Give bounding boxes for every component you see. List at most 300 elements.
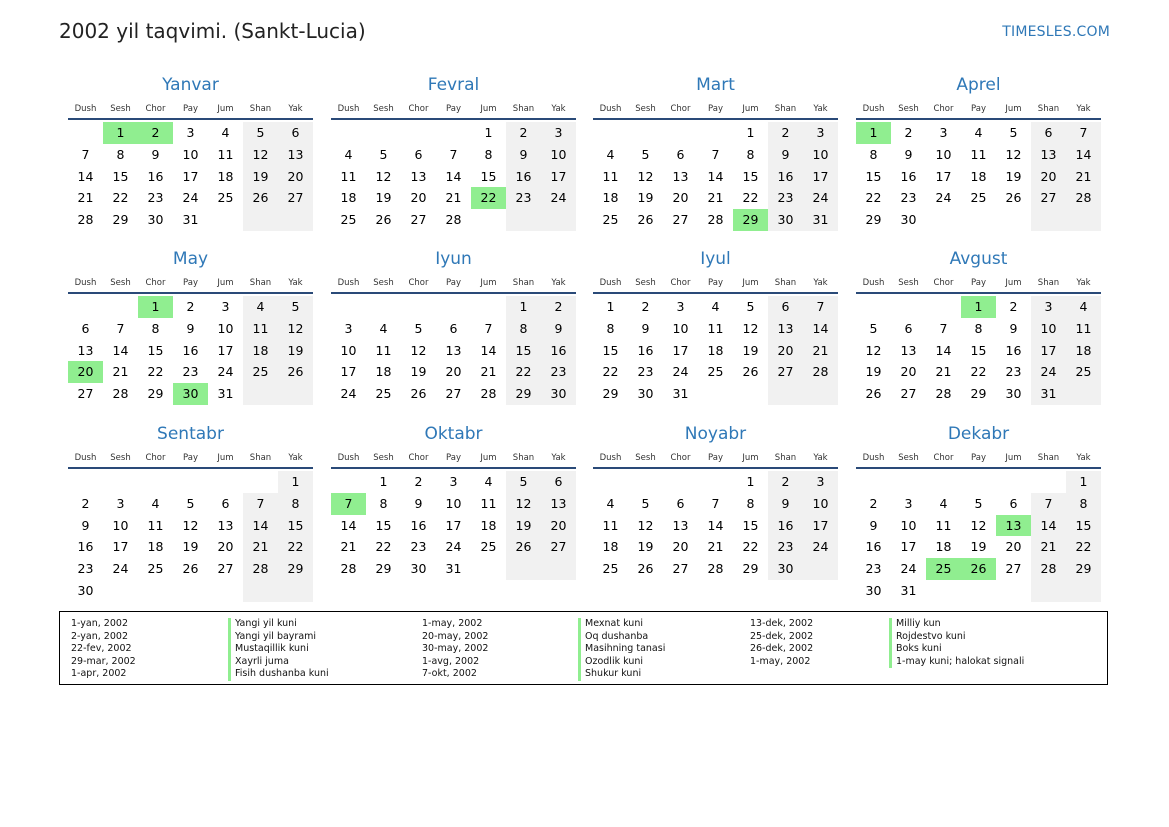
day-cell[interactable]: 1 (1066, 471, 1101, 493)
day-cell[interactable]: 15 (970, 342, 987, 358)
day-cell[interactable]: 28 (803, 361, 838, 383)
day-cell[interactable]: 2 (768, 471, 803, 493)
day-cell[interactable]: 9 (151, 146, 160, 162)
day-cell[interactable]: 26 (410, 386, 427, 402)
day-cell[interactable]: 5 (974, 495, 983, 511)
day-cell[interactable]: 16 (410, 517, 427, 533)
day-cell[interactable]: 28 (935, 386, 952, 402)
day-cell[interactable]: 17 (1031, 340, 1066, 362)
day-cell[interactable]: 2 (186, 299, 195, 314)
day-cell[interactable]: 23 (506, 187, 541, 209)
day-cell[interactable]: 2 (869, 495, 878, 511)
day-cell[interactable]: 12 (970, 517, 987, 533)
day-cell[interactable]: 13 (672, 517, 689, 533)
day-cell[interactable]: 8 (379, 495, 388, 511)
day-cell[interactable]: 30 (637, 386, 654, 402)
day-cell[interactable]: 29 (112, 212, 129, 228)
day-cell[interactable]: 16 (768, 166, 803, 188)
day-cell[interactable]: 22 (278, 536, 313, 558)
day-cell[interactable]: 28 (445, 212, 462, 228)
day-cell[interactable]: 24 (803, 536, 838, 558)
day-cell[interactable]: 7 (711, 495, 720, 511)
day-cell[interactable]: 6 (221, 495, 230, 511)
day-cell[interactable]: 1 (506, 296, 541, 318)
day-cell[interactable]: 8 (746, 495, 755, 511)
day-cell[interactable]: 9 (186, 320, 195, 336)
day-cell[interactable]: 19 (375, 190, 392, 206)
day-cell[interactable]: 11 (480, 495, 497, 511)
day-cell[interactable]: 18 (1066, 340, 1101, 362)
day-cell[interactable]: 31 (182, 212, 199, 228)
day-cell[interactable]: 28 (243, 558, 278, 580)
day-cell[interactable]: 23 (637, 364, 654, 380)
brand-link[interactable]: TIMESLES.COM (1002, 24, 1110, 40)
day-cell[interactable]: 22 (1066, 536, 1101, 558)
day-cell[interactable]: 5 (186, 495, 195, 511)
day-cell[interactable]: 21 (243, 536, 278, 558)
day-cell[interactable]: 7 (939, 320, 948, 336)
day-cell[interactable]: 15 (602, 342, 619, 358)
day-cell[interactable]: 6 (1009, 495, 1018, 511)
day-cell[interactable]: 31 (803, 209, 838, 231)
day-cell[interactable]: 2 (768, 122, 803, 144)
day-cell[interactable]: 19 (278, 340, 313, 362)
day-cell[interactable]: 8 (506, 318, 541, 340)
day-cell[interactable]: 22 (375, 539, 392, 555)
day-cell[interactable]: 30 (1005, 386, 1022, 402)
day-cell[interactable]: 7 (484, 320, 493, 336)
day-cell[interactable]: 17 (340, 364, 357, 380)
day-cell[interactable]: 23 (900, 190, 917, 206)
day-cell[interactable]: 10 (182, 146, 199, 162)
day-cell[interactable]: 20 (900, 364, 917, 380)
day-cell[interactable]: 20 (768, 340, 803, 362)
day-cell[interactable]: 24 (672, 364, 689, 380)
day-cell[interactable]: 26 (375, 212, 392, 228)
day-cell[interactable]: 11 (217, 146, 234, 162)
day-cell[interactable]: 15 (112, 168, 129, 184)
day-cell[interactable]: 8 (1066, 493, 1101, 515)
day-cell[interactable]: 15 (742, 517, 759, 533)
day-cell[interactable]: 4 (379, 320, 388, 336)
day-cell[interactable]: 31 (672, 386, 689, 402)
day-cell[interactable]: 21 (340, 539, 357, 555)
day-cell[interactable]: 1 (138, 296, 173, 318)
day-cell[interactable]: 3 (186, 125, 195, 140)
day-cell[interactable]: 26 (742, 364, 759, 380)
day-cell[interactable]: 6 (768, 296, 803, 318)
day-cell[interactable]: 21 (1066, 166, 1101, 188)
day-cell[interactable]: 10 (340, 342, 357, 358)
day-cell[interactable]: 12 (637, 168, 654, 184)
day-cell[interactable]: 26 (278, 361, 313, 383)
day-cell[interactable]: 23 (541, 361, 576, 383)
day-cell[interactable]: 22 (602, 364, 619, 380)
day-cell[interactable]: 11 (970, 146, 987, 162)
day-cell[interactable]: 23 (77, 561, 94, 577)
day-cell[interactable]: 15 (375, 517, 392, 533)
day-cell[interactable]: 29 (278, 558, 313, 580)
day-cell[interactable]: 13 (672, 168, 689, 184)
day-cell[interactable]: 24 (541, 187, 576, 209)
day-cell[interactable]: 16 (768, 515, 803, 537)
day-cell[interactable]: 11 (602, 517, 619, 533)
day-cell[interactable]: 14 (1066, 144, 1101, 166)
day-cell[interactable]: 10 (935, 146, 952, 162)
day-cell[interactable]: 28 (340, 561, 357, 577)
day-cell[interactable]: 24 (340, 386, 357, 402)
day-cell[interactable]: 8 (278, 493, 313, 515)
day-cell[interactable]: 7 (711, 146, 720, 162)
day-cell[interactable]: 26 (1005, 190, 1022, 206)
day-cell[interactable]: 13 (1031, 144, 1066, 166)
day-cell[interactable]: 24 (900, 561, 917, 577)
day-cell[interactable]: 24 (182, 190, 199, 206)
day-cell[interactable]: 27 (768, 361, 803, 383)
day-cell[interactable]: 5 (1009, 125, 1018, 140)
day-cell[interactable]: 3 (1031, 296, 1066, 318)
day-cell[interactable]: 5 (278, 296, 313, 318)
day-cell[interactable]: 22 (147, 364, 164, 380)
day-cell[interactable]: 10 (445, 495, 462, 511)
day-cell[interactable]: 28 (112, 386, 129, 402)
day-cell[interactable]: 22 (742, 190, 759, 206)
day-cell[interactable]: 24 (935, 190, 952, 206)
day-cell[interactable]: 31 (217, 386, 234, 402)
day-cell[interactable]: 13 (996, 515, 1031, 537)
day-cell[interactable]: 10 (803, 493, 838, 515)
day-cell[interactable]: 27 (541, 536, 576, 558)
day-cell[interactable]: 4 (221, 125, 230, 140)
day-cell[interactable]: 2 (541, 296, 576, 318)
day-cell[interactable]: 21 (935, 364, 952, 380)
day-cell[interactable]: 5 (746, 299, 755, 314)
day-cell[interactable]: 28 (707, 561, 724, 577)
day-cell[interactable]: 14 (707, 168, 724, 184)
day-cell[interactable]: 12 (243, 144, 278, 166)
day-cell[interactable]: 6 (81, 320, 90, 336)
day-cell[interactable]: 20 (68, 361, 103, 383)
day-cell[interactable]: 27 (900, 386, 917, 402)
day-cell[interactable]: 1 (606, 299, 615, 314)
day-cell[interactable]: 12 (865, 342, 882, 358)
day-cell[interactable]: 17 (803, 515, 838, 537)
day-cell[interactable]: 1 (484, 125, 493, 140)
day-cell[interactable]: 7 (331, 493, 366, 515)
day-cell[interactable]: 20 (410, 190, 427, 206)
day-cell[interactable]: 6 (449, 320, 458, 336)
day-cell[interactable]: 1 (103, 122, 138, 144)
day-cell[interactable]: 14 (112, 342, 129, 358)
day-cell[interactable]: 10 (217, 320, 234, 336)
day-cell[interactable]: 29 (733, 209, 768, 231)
day-cell[interactable]: 18 (970, 168, 987, 184)
day-cell[interactable]: 5 (869, 320, 878, 336)
day-cell[interactable]: 21 (1031, 536, 1066, 558)
day-cell[interactable]: 30 (865, 582, 882, 598)
day-cell[interactable]: 7 (1066, 122, 1101, 144)
day-cell[interactable]: 30 (900, 212, 917, 228)
day-cell[interactable]: 27 (278, 187, 313, 209)
day-cell[interactable]: 16 (506, 166, 541, 188)
day-cell[interactable]: 14 (707, 517, 724, 533)
day-cell[interactable]: 5 (641, 495, 650, 511)
day-cell[interactable]: 12 (278, 318, 313, 340)
day-cell[interactable]: 5 (243, 122, 278, 144)
day-cell[interactable]: 22 (506, 361, 541, 383)
day-cell[interactable]: 19 (243, 166, 278, 188)
day-cell[interactable]: 10 (672, 320, 689, 336)
day-cell[interactable]: 17 (803, 166, 838, 188)
day-cell[interactable]: 11 (602, 168, 619, 184)
day-cell[interactable]: 4 (243, 296, 278, 318)
day-cell[interactable]: 9 (869, 517, 878, 533)
day-cell[interactable]: 7 (243, 493, 278, 515)
day-cell[interactable]: 11 (375, 342, 392, 358)
day-cell[interactable]: 5 (379, 146, 388, 162)
day-cell[interactable]: 9 (506, 144, 541, 166)
day-cell[interactable]: 31 (1031, 383, 1066, 405)
day-cell[interactable]: 1 (379, 474, 388, 489)
day-cell[interactable]: 27 (672, 212, 689, 228)
day-cell[interactable]: 8 (606, 320, 615, 336)
day-cell[interactable]: 22 (865, 190, 882, 206)
day-cell[interactable]: 27 (1005, 561, 1022, 577)
day-cell[interactable]: 20 (672, 539, 689, 555)
day-cell[interactable]: 25 (707, 364, 724, 380)
day-cell[interactable]: 9 (641, 320, 650, 336)
day-cell[interactable]: 11 (340, 168, 357, 184)
day-cell[interactable]: 1 (961, 296, 996, 318)
day-cell[interactable]: 22 (970, 364, 987, 380)
day-cell[interactable]: 19 (182, 539, 199, 555)
day-cell[interactable]: 31 (900, 582, 917, 598)
day-cell[interactable]: 29 (970, 386, 987, 402)
day-cell[interactable]: 6 (278, 122, 313, 144)
day-cell[interactable]: 16 (182, 342, 199, 358)
day-cell[interactable]: 22 (742, 539, 759, 555)
day-cell[interactable]: 17 (182, 168, 199, 184)
day-cell[interactable]: 1 (856, 122, 891, 144)
day-cell[interactable]: 16 (637, 342, 654, 358)
day-cell[interactable]: 29 (506, 383, 541, 405)
day-cell[interactable]: 18 (707, 342, 724, 358)
day-cell[interactable]: 1 (746, 474, 755, 489)
day-cell[interactable]: 2 (506, 122, 541, 144)
day-cell[interactable]: 30 (410, 561, 427, 577)
day-cell[interactable]: 27 (1031, 187, 1066, 209)
day-cell[interactable]: 20 (541, 515, 576, 537)
day-cell[interactable]: 15 (480, 168, 497, 184)
day-cell[interactable]: 10 (1031, 318, 1066, 340)
day-cell[interactable]: 5 (641, 146, 650, 162)
day-cell[interactable]: 11 (935, 517, 952, 533)
day-cell[interactable]: 15 (147, 342, 164, 358)
day-cell[interactable]: 19 (1005, 168, 1022, 184)
day-cell[interactable]: 4 (606, 495, 615, 511)
day-cell[interactable]: 9 (414, 495, 423, 511)
day-cell[interactable]: 4 (484, 474, 493, 489)
day-cell[interactable]: 4 (344, 146, 353, 162)
day-cell[interactable]: 25 (217, 190, 234, 206)
day-cell[interactable]: 13 (410, 168, 427, 184)
day-cell[interactable]: 23 (410, 539, 427, 555)
day-cell[interactable]: 13 (768, 318, 803, 340)
day-cell[interactable]: 17 (541, 166, 576, 188)
day-cell[interactable]: 7 (1031, 493, 1066, 515)
day-cell[interactable]: 24 (445, 539, 462, 555)
day-cell[interactable]: 19 (970, 539, 987, 555)
day-cell[interactable]: 1 (746, 125, 755, 140)
day-cell[interactable]: 24 (1031, 361, 1066, 383)
day-cell[interactable]: 24 (803, 187, 838, 209)
day-cell[interactable]: 2 (641, 299, 650, 314)
day-cell[interactable]: 12 (742, 320, 759, 336)
day-cell[interactable]: 18 (480, 517, 497, 533)
day-cell[interactable]: 6 (414, 146, 423, 162)
day-cell[interactable]: 30 (541, 383, 576, 405)
day-cell[interactable]: 15 (506, 340, 541, 362)
day-cell[interactable]: 30 (768, 558, 803, 580)
day-cell[interactable]: 3 (803, 471, 838, 493)
day-cell[interactable]: 22 (112, 190, 129, 206)
day-cell[interactable]: 29 (865, 212, 882, 228)
day-cell[interactable]: 16 (541, 340, 576, 362)
day-cell[interactable]: 3 (344, 320, 353, 336)
day-cell[interactable]: 13 (217, 517, 234, 533)
day-cell[interactable]: 19 (865, 364, 882, 380)
day-cell[interactable]: 11 (707, 320, 724, 336)
day-cell[interactable]: 7 (803, 296, 838, 318)
day-cell[interactable]: 28 (1031, 558, 1066, 580)
day-cell[interactable]: 11 (147, 517, 164, 533)
day-cell[interactable]: 11 (1066, 318, 1101, 340)
day-cell[interactable]: 19 (637, 539, 654, 555)
day-cell[interactable]: 5 (506, 471, 541, 493)
day-cell[interactable]: 6 (676, 146, 685, 162)
day-cell[interactable]: 28 (1066, 187, 1101, 209)
day-cell[interactable]: 16 (77, 539, 94, 555)
day-cell[interactable]: 14 (77, 168, 94, 184)
day-cell[interactable]: 7 (81, 146, 90, 162)
day-cell[interactable]: 9 (1009, 320, 1018, 336)
day-cell[interactable]: 30 (147, 212, 164, 228)
day-cell[interactable]: 17 (672, 342, 689, 358)
day-cell[interactable]: 20 (445, 364, 462, 380)
day-cell[interactable]: 12 (1005, 146, 1022, 162)
day-cell[interactable]: 16 (147, 168, 164, 184)
day-cell[interactable]: 11 (243, 318, 278, 340)
day-cell[interactable]: 3 (904, 495, 913, 511)
day-cell[interactable]: 23 (182, 364, 199, 380)
day-cell[interactable]: 9 (904, 146, 913, 162)
day-cell[interactable]: 2 (904, 125, 913, 140)
day-cell[interactable]: 29 (147, 386, 164, 402)
day-cell[interactable]: 30 (173, 383, 208, 405)
day-cell[interactable]: 4 (151, 495, 160, 511)
day-cell[interactable]: 12 (182, 517, 199, 533)
day-cell[interactable]: 29 (1066, 558, 1101, 580)
day-cell[interactable]: 14 (803, 318, 838, 340)
day-cell[interactable]: 25 (1066, 361, 1101, 383)
day-cell[interactable]: 9 (768, 493, 803, 515)
day-cell[interactable]: 3 (541, 122, 576, 144)
day-cell[interactable]: 21 (480, 364, 497, 380)
day-cell[interactable]: 4 (974, 125, 983, 140)
day-cell[interactable]: 18 (243, 340, 278, 362)
day-cell[interactable]: 10 (803, 144, 838, 166)
day-cell[interactable]: 27 (410, 212, 427, 228)
day-cell[interactable]: 27 (672, 561, 689, 577)
day-cell[interactable]: 3 (676, 299, 685, 314)
day-cell[interactable]: 20 (1005, 539, 1022, 555)
day-cell[interactable]: 14 (935, 342, 952, 358)
day-cell[interactable]: 3 (449, 474, 458, 489)
day-cell[interactable]: 3 (116, 495, 125, 511)
day-cell[interactable]: 2 (1009, 299, 1018, 314)
day-cell[interactable]: 24 (112, 561, 129, 577)
day-cell[interactable]: 14 (445, 168, 462, 184)
day-cell[interactable]: 25 (375, 386, 392, 402)
day-cell[interactable]: 7 (116, 320, 125, 336)
day-cell[interactable]: 27 (445, 386, 462, 402)
day-cell[interactable]: 28 (707, 212, 724, 228)
day-cell[interactable]: 3 (803, 122, 838, 144)
day-cell[interactable]: 7 (449, 146, 458, 162)
day-cell[interactable]: 26 (637, 212, 654, 228)
day-cell[interactable]: 23 (1005, 364, 1022, 380)
day-cell[interactable]: 14 (1031, 515, 1066, 537)
day-cell[interactable]: 21 (803, 340, 838, 362)
day-cell[interactable]: 6 (541, 471, 576, 493)
day-cell[interactable]: 15 (742, 168, 759, 184)
day-cell[interactable]: 6 (676, 495, 685, 511)
day-cell[interactable]: 19 (506, 515, 541, 537)
day-cell[interactable]: 12 (506, 493, 541, 515)
day-cell[interactable]: 17 (900, 539, 917, 555)
day-cell[interactable]: 12 (410, 342, 427, 358)
day-cell[interactable]: 23 (147, 190, 164, 206)
day-cell[interactable]: 17 (217, 342, 234, 358)
day-cell[interactable]: 18 (935, 539, 952, 555)
day-cell[interactable]: 29 (742, 561, 759, 577)
day-cell[interactable]: 26 (637, 561, 654, 577)
day-cell[interactable]: 12 (637, 517, 654, 533)
day-cell[interactable]: 23 (865, 561, 882, 577)
day-cell[interactable]: 14 (340, 517, 357, 533)
day-cell[interactable]: 26 (243, 187, 278, 209)
day-cell[interactable]: 26 (961, 558, 996, 580)
day-cell[interactable]: 17 (935, 168, 952, 184)
day-cell[interactable]: 21 (77, 190, 94, 206)
day-cell[interactable]: 6 (1031, 122, 1066, 144)
day-cell[interactable]: 9 (768, 144, 803, 166)
day-cell[interactable]: 14 (480, 342, 497, 358)
day-cell[interactable]: 25 (147, 561, 164, 577)
day-cell[interactable]: 12 (375, 168, 392, 184)
day-cell[interactable]: 2 (138, 122, 173, 144)
day-cell[interactable]: 3 (221, 299, 230, 314)
day-cell[interactable]: 16 (865, 539, 882, 555)
day-cell[interactable]: 1 (278, 471, 313, 493)
day-cell[interactable]: 16 (1005, 342, 1022, 358)
day-cell[interactable]: 27 (217, 561, 234, 577)
day-cell[interactable]: 8 (116, 146, 125, 162)
day-cell[interactable]: 16 (900, 168, 917, 184)
day-cell[interactable]: 4 (1066, 296, 1101, 318)
day-cell[interactable]: 13 (445, 342, 462, 358)
day-cell[interactable]: 20 (672, 190, 689, 206)
